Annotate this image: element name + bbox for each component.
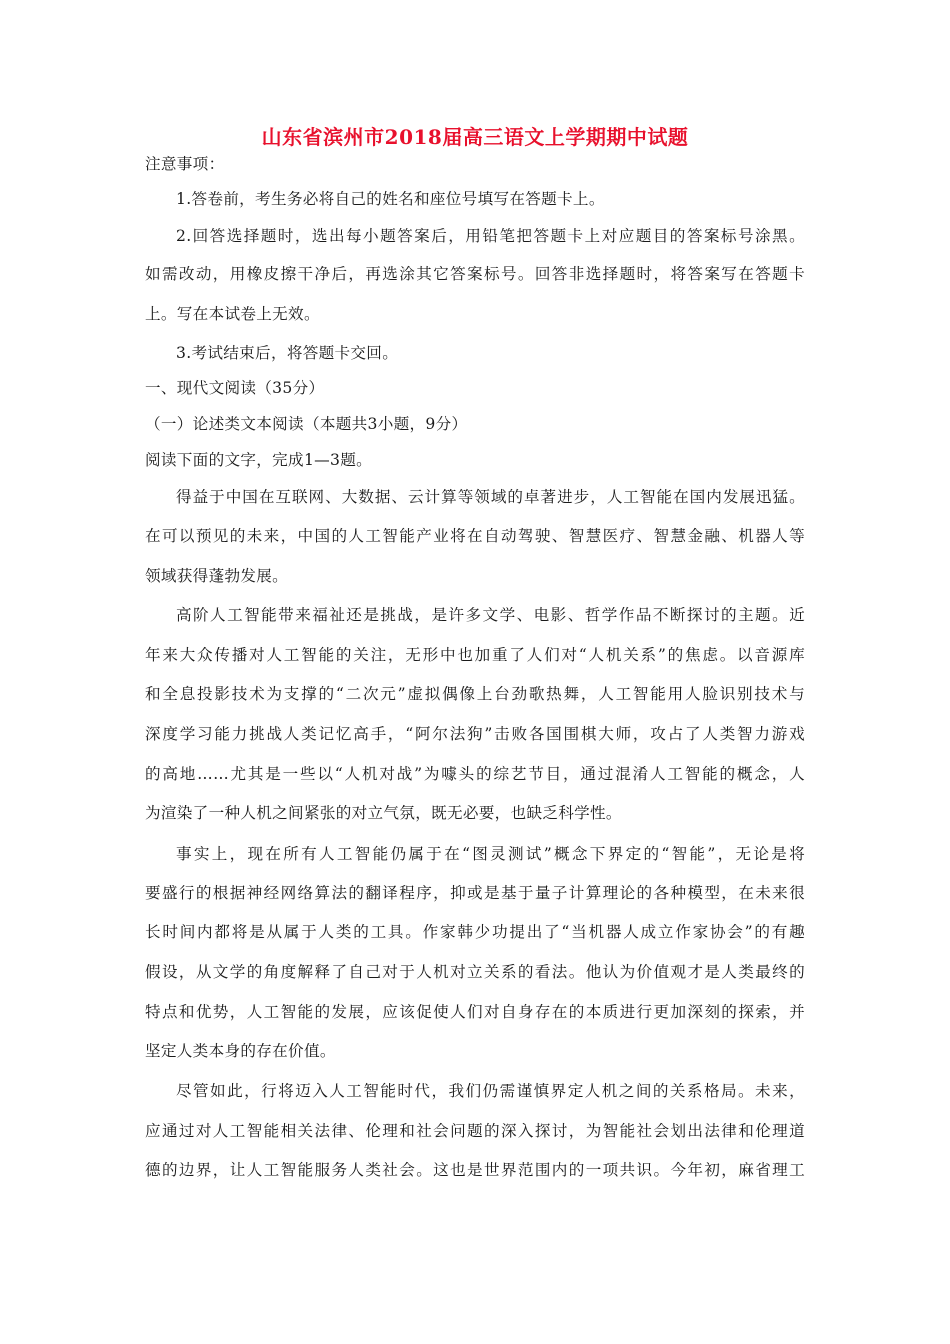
paragraph-2-line: 深度学习能力挑战人类记忆高手，“阿尔法狗”击败各国围棋大师，攻占了人类智力游戏 — [145, 725, 805, 743]
paragraph-2-line: 的高地……尤其是一些以“人机对战”为噱头的综艺节目，通过混淆人工智能的概念，人 — [145, 765, 805, 783]
paragraph-4-line: 应通过对人工智能相关法律、伦理和社会问题的深入探讨，为智能社会划出法律和伦理道 — [145, 1122, 805, 1140]
paragraph-2-line: 年来大众传播对人工智能的关注，无形中也加重了人们对“人机关系”的焦虑。以音源库 — [145, 646, 805, 664]
paragraph-3-line: 长时间内都将是从属于人类的工具。作家韩少功提出了“当机器人成立作家协会”的有趣 — [145, 923, 805, 941]
paragraph-3-line: 要盛行的根据神经网络算法的翻译程序，抑或是基于量子计算理论的各种模型，在未来很 — [145, 884, 805, 902]
exam-title: 山东省滨州市2018届高三语文上学期期中试题 — [261, 125, 689, 149]
notice-item-1: 1.答卷前，考生务必将自己的姓名和座位号填写在答题卡上。 — [176, 190, 605, 208]
notice-item-2-line-1: 2.回答选择题时，选出每小题答案后，用铅笔把答题卡上对应题目的答案标号涂黑。 — [176, 227, 805, 245]
paragraph-3-line: 事实上，现在所有人工智能仍属于在“图灵测试”概念下界定的“智能”，无论是将 — [176, 845, 805, 863]
paragraph-1-line: 领域获得蓬勃发展。 — [145, 567, 289, 585]
paragraph-4-line: 尽管如此，行将迈入人工智能时代，我们仍需谨慎界定人机之间的关系格局。未来， — [176, 1082, 805, 1100]
paragraph-2-line: 和全息投影技术为支撑的“二次元”虚拟偶像上台劲歌热舞，人工智能用人脸识别技术与 — [145, 685, 805, 703]
notice-item-2-line-3: 上。写在本试卷上无效。 — [145, 305, 320, 323]
notice-item-2-line-2: 如需改动，用橡皮擦干净后，再选涂其它答案标号。回答非选择题时，将答案写在答题卡 — [145, 265, 805, 283]
paragraph-3-line: 坚定人类本身的存在价值。 — [145, 1042, 336, 1060]
paragraph-1-line: 得益于中国在互联网、大数据、云计算等领域的卓著进步，人工智能在国内发展迅猛。 — [176, 488, 805, 506]
subsection-heading: （一）论述类文本阅读（本题共3小题，9分） — [145, 415, 468, 433]
section-heading: 一、现代文阅读（35分） — [145, 379, 325, 397]
paragraph-3-line: 特点和优势，人工智能的发展，应该促使人们对自身存在的本质进行更加深刻的探索，并 — [145, 1003, 805, 1021]
notice-item-3: 3.考试结束后，将答题卡交回。 — [176, 344, 399, 362]
paragraph-3-line: 假设，从文学的角度解释了自己对于人机对立关系的看法。他认为价值观才是人类最终的 — [145, 963, 805, 981]
paragraph-4-line: 德的边界，让人工智能服务人类社会。这也是世界范围内的一项共识。今年初，麻省理工 — [145, 1161, 805, 1179]
reading-instruction: 阅读下面的文字，完成1—3题。 — [145, 451, 373, 469]
paragraph-2-line: 为渲染了一种人机之间紧张的对立气氛，既无必要，也缺乏科学性。 — [145, 804, 622, 822]
notice-heading: 注意事项： — [145, 155, 225, 173]
paragraph-1-line: 在可以预见的未来，中国的人工智能产业将在自动驾驶、智慧医疗、智慧金融、机器人等 — [145, 527, 805, 545]
paragraph-2-line: 高阶人工智能带来福祉还是挑战，是许多文学、电影、哲学作品不断探讨的主题。近 — [176, 606, 805, 624]
